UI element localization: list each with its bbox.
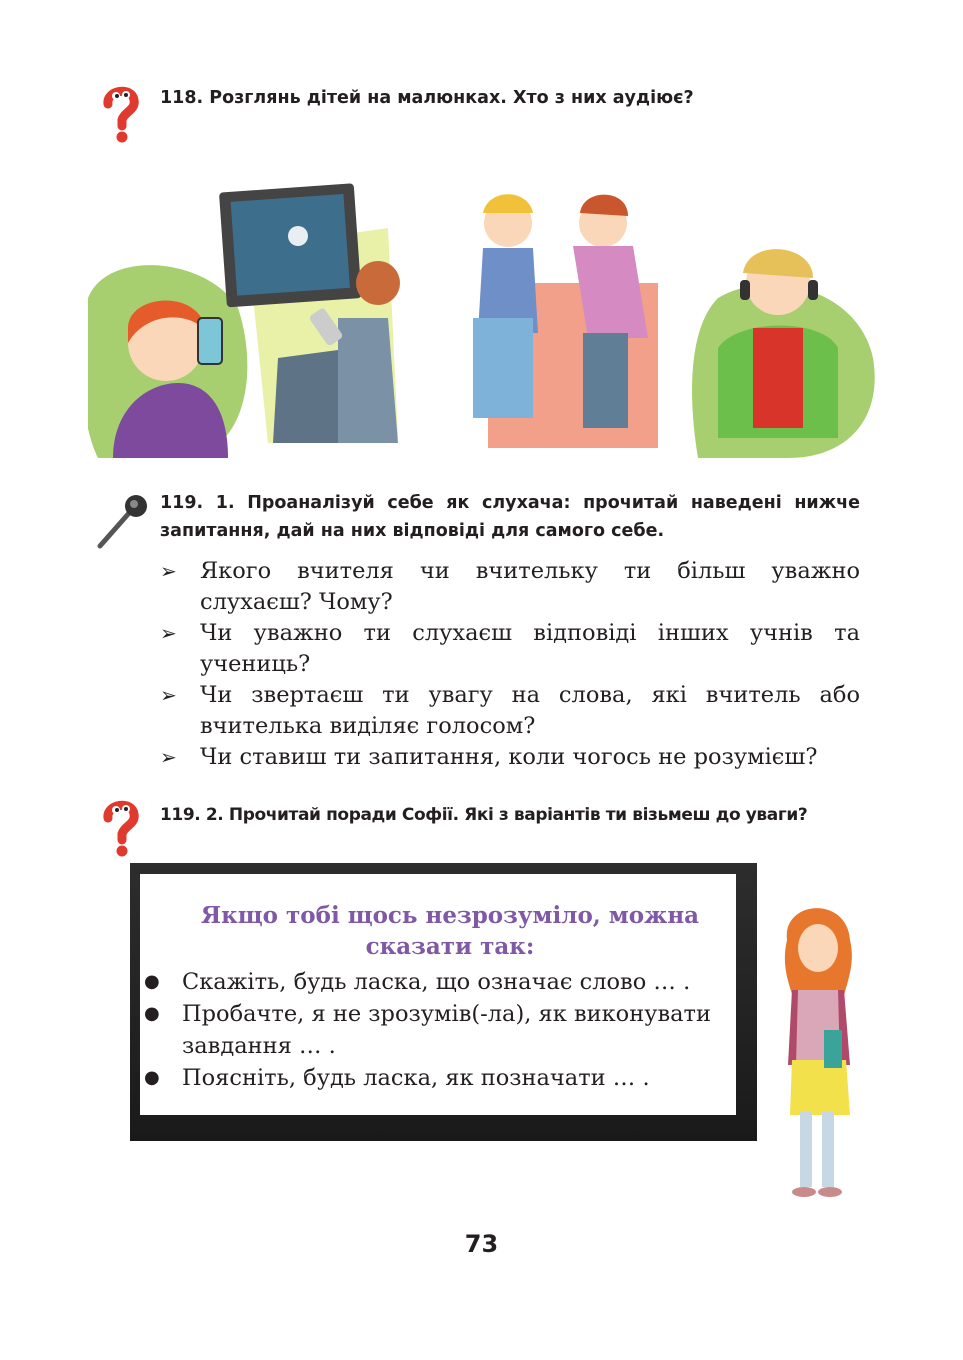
question-text: Чи ставиш ти запитання, коли чогось не розумієш? — [200, 744, 818, 770]
question-text: Якого вчителя чи вчительку ти більш уважно слухаєш? Чому? — [200, 558, 860, 615]
page-number: 73 — [464, 1230, 499, 1258]
boy-with-headphones — [692, 249, 875, 458]
sofia-illustration — [762, 900, 872, 1205]
tips-list — [142, 966, 742, 1094]
board-title-line1: Якщо тобі щось незрозуміло, можна — [200, 902, 700, 929]
tip-text: Пробачте, я не зрозумів(-ла), як виконувати завдання … . — [182, 1001, 711, 1059]
arrow-bullet-icon: ➢ — [160, 559, 177, 583]
tip-text: Поясніть, будь ласка, як позначати … . — [182, 1065, 650, 1091]
bullet-dot-icon: ● — [144, 1003, 160, 1024]
list-item — [142, 998, 742, 1062]
list-item — [160, 680, 860, 742]
task-119-1-heading — [160, 489, 860, 545]
two-girls-talking — [473, 194, 658, 448]
self-check-question-list — [160, 556, 860, 773]
microphone-icon — [94, 490, 154, 550]
task-119-1-line1: 119. 1. Проаналізуй себе як слухача: прочитай наведені нижче — [160, 493, 860, 513]
task-119-1-line2: запитання, дай на них відповіді для самого себе. — [160, 521, 665, 541]
task-119-2-heading: 119. 2. Прочитай поради Софії. Які з варіантів ти візьмеш до уваги? — [160, 805, 808, 825]
question-mark-icon — [98, 798, 144, 858]
list-item — [160, 618, 860, 680]
arrow-bullet-icon: ➢ — [160, 621, 177, 645]
board-title-line2: сказати так: — [365, 933, 535, 960]
question-mark-icon — [98, 84, 144, 144]
task-118-heading: 118. Розглянь дітей на малюнках. Хто з них аудіює? — [160, 88, 694, 108]
list-item — [142, 966, 742, 998]
arrow-bullet-icon: ➢ — [160, 745, 177, 769]
children-illustration — [88, 168, 878, 468]
list-item — [160, 556, 860, 618]
list-item — [142, 1062, 742, 1094]
bullet-dot-icon: ● — [144, 971, 160, 992]
question-text: Чи звертаєш ти увагу на слова, які вчитель або вчителька виділяє голосом? — [200, 682, 860, 739]
list-item — [160, 742, 860, 773]
question-text: Чи уважно ти слухаєш відповіді інших учнів та учениць? — [200, 620, 860, 677]
tip-text: Скажіть, будь ласка, що означає слово … . — [182, 969, 691, 995]
girl-with-phone — [88, 265, 247, 458]
boy-with-tv — [219, 183, 400, 443]
arrow-bullet-icon: ➢ — [160, 683, 177, 707]
bullet-dot-icon: ● — [144, 1067, 160, 1088]
